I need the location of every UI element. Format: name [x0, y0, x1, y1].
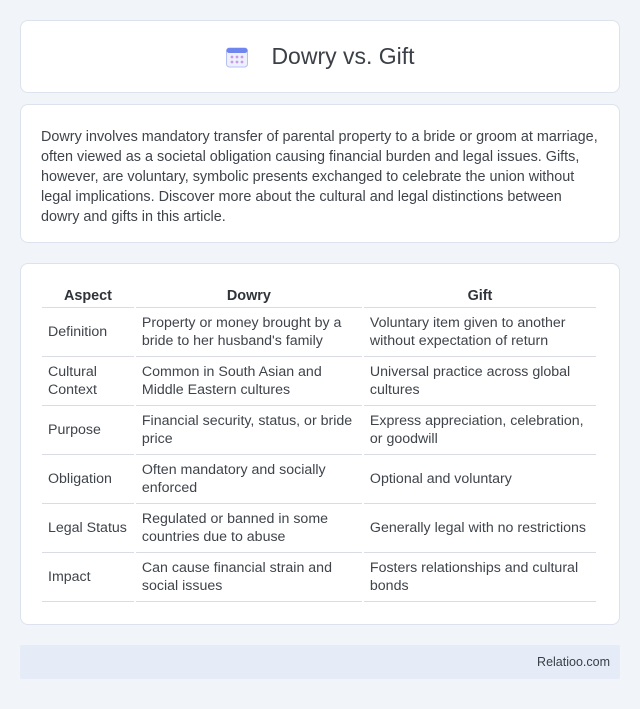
column-header-gift: Gift: [364, 286, 596, 308]
footer-bar: [20, 645, 620, 679]
footer-brand: Relatioo.com: [537, 655, 610, 669]
gift-cell: Generally legal with no restrictions: [364, 504, 596, 553]
gift-cell: Optional and voluntary: [364, 455, 596, 504]
table-row: [42, 357, 596, 406]
dowry-cell: Financial security, status, or bride price: [136, 406, 362, 455]
gift-cell: Universal practice across global cultures: [364, 357, 596, 406]
calendar-icon: [225, 45, 249, 69]
aspect-cell: Obligation: [42, 455, 134, 504]
gift-cell: Express appreciation, celebration, or goodwill: [364, 406, 596, 455]
gift-cell: Voluntary item given to another without expectation of return: [364, 308, 596, 357]
aspect-cell: Cultural Context: [42, 357, 134, 406]
gift-cell: Fosters relationships and cultural bonds: [364, 553, 596, 602]
table-row: [42, 504, 596, 553]
aspect-cell: Legal Status: [42, 504, 134, 553]
table-row: [42, 406, 596, 455]
column-header-dowry: Dowry: [136, 286, 362, 308]
column-header-aspect: Aspect: [42, 286, 134, 308]
aspect-cell: Purpose: [42, 406, 134, 455]
dowry-cell: Property or money brought by a bride to her husband's family: [136, 308, 362, 357]
comparison-card: [20, 263, 620, 625]
dowry-cell: Often mandatory and socially enforced: [136, 455, 362, 504]
title-wrap: [225, 43, 414, 70]
dowry-cell: Can cause financial strain and social issues: [136, 553, 362, 602]
intro-paragraph: Dowry involves mandatory transfer of parental property to a bride or groom at marriage, often viewed as a societal obligation causing financial burden and legal issues. Gifts, however, are voluntary, symbolic presents exchanged to celebrate the union without legal implications. Discover more about the cultural and legal distinctions between dowry and gifts in this article.: [41, 129, 598, 225]
table-row: [42, 455, 596, 504]
aspect-cell: Impact: [42, 553, 134, 602]
dowry-cell: Common in South Asian and Middle Eastern cultures: [136, 357, 362, 406]
header-card: [20, 20, 620, 93]
comparison-table: [40, 286, 598, 602]
aspect-cell: Definition: [42, 308, 134, 357]
table-row: [42, 308, 596, 357]
table-header-row: [42, 286, 596, 308]
page-title: Dowry vs. Gift: [271, 43, 415, 69]
table-row: [42, 553, 596, 602]
intro-card: [20, 104, 620, 243]
dowry-cell: Regulated or banned in some countries due to abuse: [136, 504, 362, 553]
